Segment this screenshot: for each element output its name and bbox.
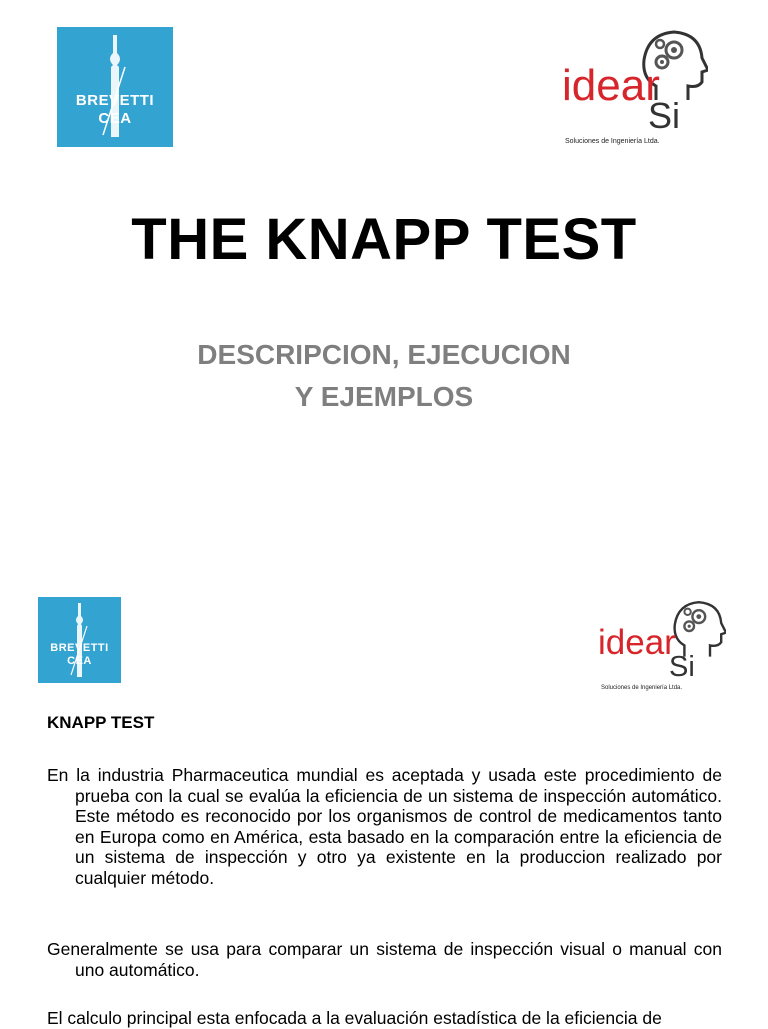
ampoule-icon: [57, 27, 173, 147]
idearsi-logo: [598, 599, 728, 699]
idearsi-logo: [562, 28, 722, 153]
page-subtitle: [0, 334, 768, 418]
paragraph-2: Generalmente se usa para comparar un sistema de inspección visual o manual con uno automático.: [47, 939, 722, 980]
section-heading: KNAPP TEST: [47, 713, 155, 732]
brevetti-label: BREVETTI: [50, 642, 109, 654]
brevetti-label: BREVETTI: [75, 92, 155, 109]
logo-tagline: Soluciones de Ingeniería Ltda.: [565, 138, 660, 145]
brevetti-cea-logo: [38, 597, 121, 683]
logo-tagline: Soluciones de Ingeniería Ltda.: [601, 685, 683, 691]
idear-word: idear: [598, 623, 676, 662]
page-title: THE KNAPP TEST: [131, 207, 637, 272]
si-word: Si: [648, 95, 681, 136]
cea-label: CEA: [98, 110, 132, 127]
cea-label: CEA: [67, 655, 92, 667]
brevetti-cea-logo: [57, 27, 173, 147]
paragraph-1: En la industria Pharmaceutica mundial es aceptada y usada este procedimiento de prueba con la cual se evalúa la eficiencia de un sistema de inspección automático. Este método es reconocido por los organismos de control de medicamentos tanto en Europa como en América, esta basado en la comparación entre la eficiencia de un sistema de inspección y otro ya existente en la produccion realizado por cualquier método.: [47, 765, 722, 888]
idear-word: idear: [562, 61, 660, 110]
si-word: Si: [669, 651, 695, 683]
paragraph-3: El calculo principal esta enfocada a la evaluación estadística de la eficiencia de: [47, 1008, 662, 1028]
subtitle-line-1: DESCRIPCION, EJECUCION: [197, 339, 571, 370]
subtitle-line-2: Y EJEMPLOS: [294, 381, 474, 412]
ampoule-icon: [38, 597, 121, 683]
